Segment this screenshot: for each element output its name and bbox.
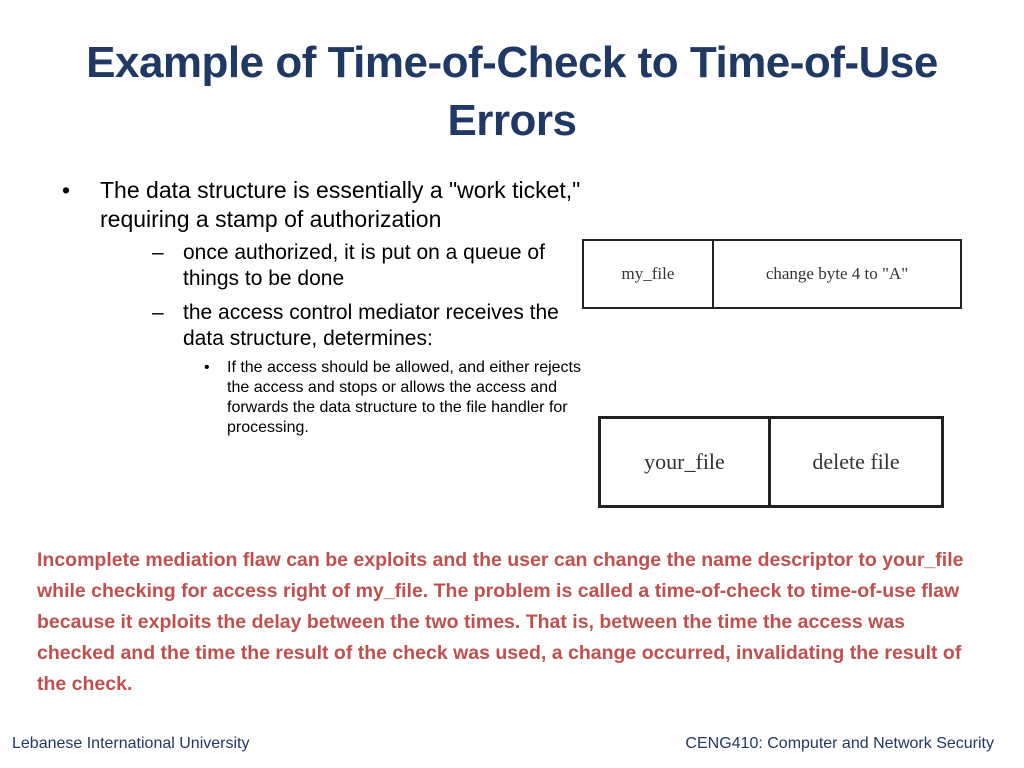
explanation-note: Incomplete mediation flaw can be exploits and the user can change the name descriptor to your_file while checking for access right of my_file. The problem is called a time-of-check to time-of-use flaw because it exploits the delay between the two times. That is, between the time the access was checked and the time the result of the check was used, a change occurred, invalidating the result of the check.	[37, 549, 964, 695]
ticket-file-cell: my_file	[584, 241, 714, 307]
dash-marker: –	[152, 241, 164, 264]
bullet-marker: •	[62, 177, 71, 203]
sub-bullet-list	[100, 240, 582, 438]
sub-sub-bullet-text: If the access should be allowed, and either rejects the access and stops or allows the access and forwards the data structure to the file handler for processing.	[227, 359, 581, 436]
ticket-action-cell: delete file	[812, 449, 900, 474]
work-ticket-figure-my-file	[582, 239, 962, 309]
work-ticket-figure-your-file	[598, 416, 944, 508]
sub-sub-bullet-item	[100, 358, 582, 438]
ticket-action-cell: change byte 4 to "A"	[765, 264, 909, 283]
ticket-file-cell: your_file	[601, 419, 771, 505]
bullet-item	[62, 176, 582, 438]
footer-course: CENG410: Computer and Network Security	[685, 735, 994, 752]
sub-bullet-item	[100, 300, 582, 438]
footer-university: Lebanese International University	[12, 735, 250, 752]
sub-sub-bullet-list	[183, 358, 582, 438]
bullet-text: The data structure is essentially a "work ticket," requiring a stamp of authorization	[100, 177, 581, 232]
sub-bullet-text: the access control mediator receives the data structure, determines:	[183, 301, 559, 350]
slide-title: Example of Time-of-Check to Time-of-Use Errors	[86, 38, 938, 145]
sub-bullet-item	[100, 240, 582, 292]
bullet-list	[62, 176, 582, 446]
bullet-marker: •	[204, 359, 210, 376]
dash-marker: –	[152, 301, 164, 324]
sub-bullet-text: once authorized, it is put on a queue of things to be done	[183, 241, 545, 290]
